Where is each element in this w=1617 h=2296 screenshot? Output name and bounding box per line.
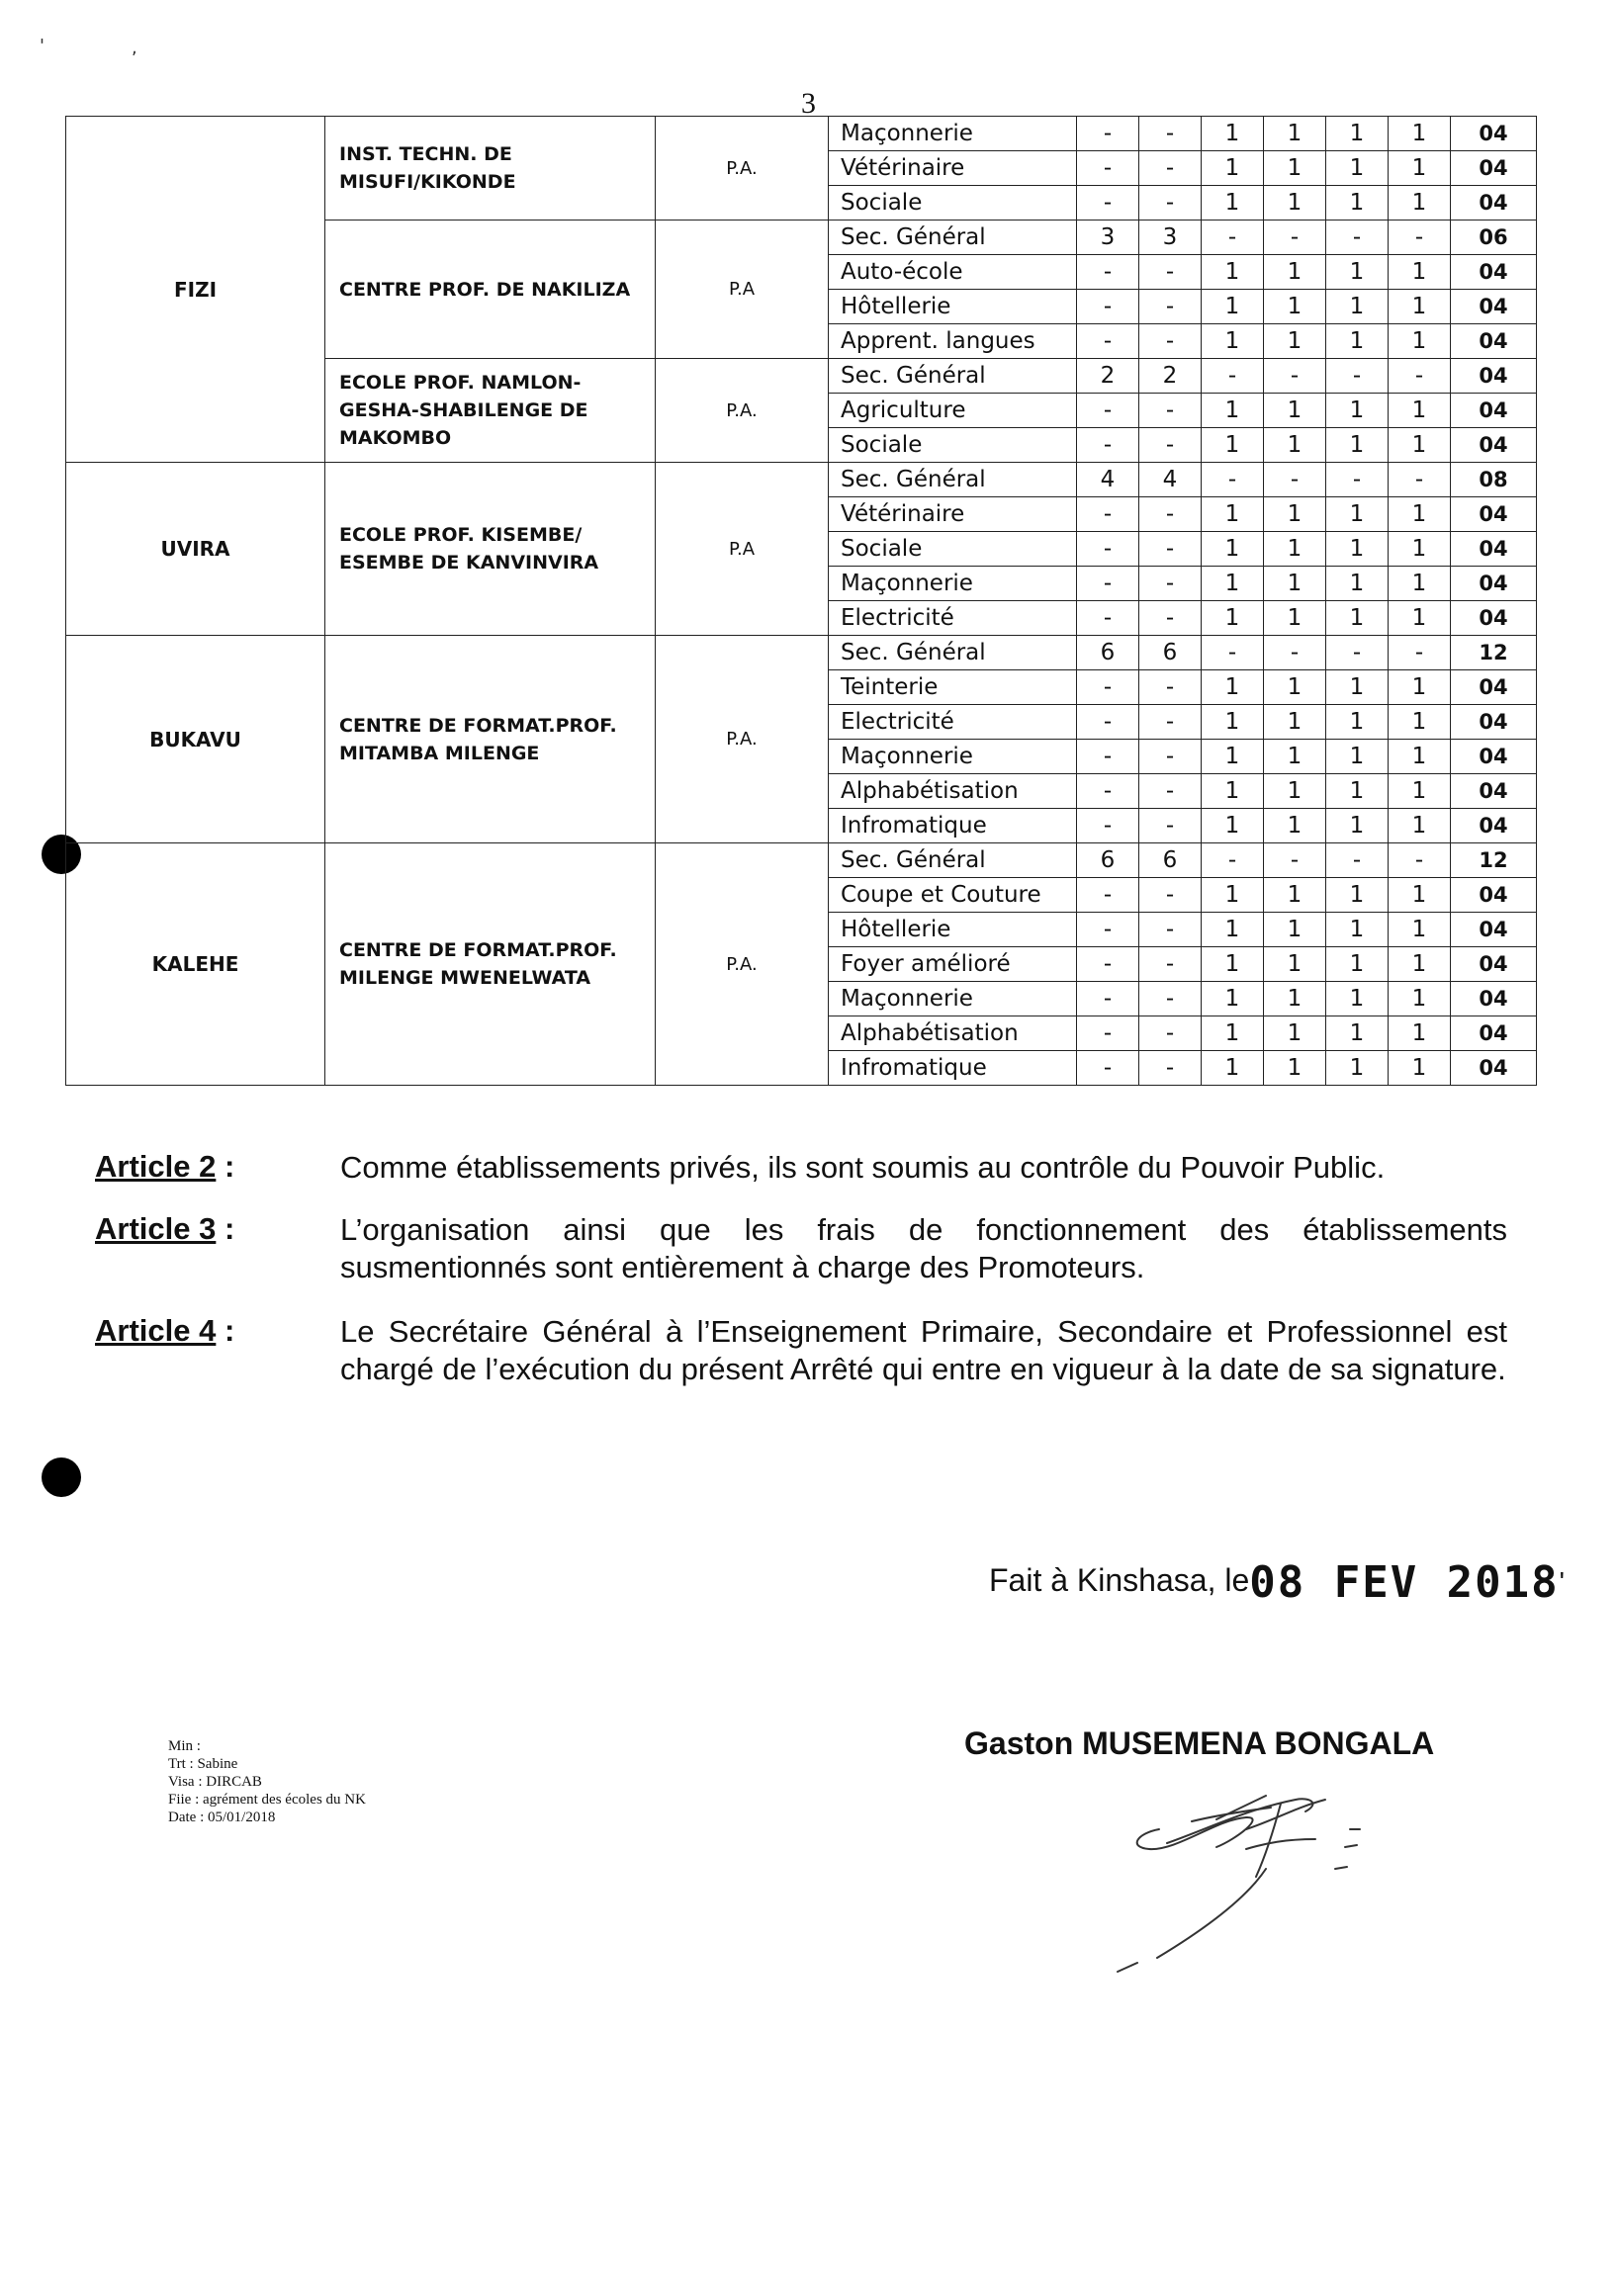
- option-cell: Infromatique: [829, 809, 1077, 843]
- class-count-cell: 1: [1264, 497, 1326, 532]
- class-count-cell: 1: [1202, 532, 1264, 567]
- ref-line: Date : 05/01/2018: [168, 1810, 276, 1825]
- class-count-cell: 1: [1326, 878, 1389, 913]
- class-count-cell: 1: [1264, 1016, 1326, 1051]
- class-count-cell: 1: [1389, 497, 1451, 532]
- option-cell: Hôtellerie: [829, 913, 1077, 947]
- class-count-cell: -: [1077, 497, 1139, 532]
- class-count-cell: 1: [1326, 774, 1389, 809]
- district-cell: KALEHE: [66, 843, 325, 1086]
- option-cell: Electricité: [829, 601, 1077, 636]
- class-count-cell: -: [1264, 843, 1326, 878]
- class-count-cell: 1: [1264, 740, 1326, 774]
- class-count-cell: 6: [1139, 843, 1202, 878]
- option-cell: Infromatique: [829, 1051, 1077, 1086]
- option-cell: Sociale: [829, 428, 1077, 463]
- regime-cell: P.A: [656, 221, 829, 359]
- class-count-cell: 1: [1389, 1051, 1451, 1086]
- option-cell: Sec. Général: [829, 359, 1077, 394]
- class-count-cell: 1: [1202, 947, 1264, 982]
- class-count-cell: -: [1139, 428, 1202, 463]
- class-count-cell: 1: [1389, 428, 1451, 463]
- class-count-cell: -: [1139, 982, 1202, 1016]
- class-count-cell: 1: [1389, 705, 1451, 740]
- class-count-cell: 1: [1326, 913, 1389, 947]
- class-count-cell: -: [1264, 221, 1326, 255]
- option-cell: Apprent. langues: [829, 324, 1077, 359]
- article-label-text: Article 3: [95, 1211, 217, 1246]
- class-count-cell: 1: [1389, 913, 1451, 947]
- class-count-cell: 1: [1202, 255, 1264, 290]
- regime-cell: P.A.: [656, 359, 829, 463]
- article-colon: :: [224, 1211, 235, 1246]
- total-cell: 04: [1451, 394, 1537, 428]
- option-cell: Sec. Général: [829, 463, 1077, 497]
- article-text: L’organisation ainsi que les frais de fonctionnement des établissements susmentionnés sont entièrement à charge des Promoteurs.: [340, 1212, 1507, 1284]
- article-label: [95, 1313, 234, 1349]
- class-count-cell: -: [1077, 982, 1139, 1016]
- class-count-cell: 1: [1389, 740, 1451, 774]
- class-count-cell: -: [1389, 636, 1451, 670]
- option-cell: Sec. Général: [829, 843, 1077, 878]
- schools-table-body: [66, 117, 1537, 1086]
- class-count-cell: 1: [1389, 601, 1451, 636]
- punch-hole-mark: [42, 1457, 81, 1497]
- class-count-cell: -: [1139, 497, 1202, 532]
- class-count-cell: 1: [1264, 1051, 1326, 1086]
- total-cell: 04: [1451, 428, 1537, 463]
- reference-block: [168, 1737, 366, 1826]
- class-count-cell: 1: [1202, 913, 1264, 947]
- total-cell: 04: [1451, 740, 1537, 774]
- option-cell: Electricité: [829, 705, 1077, 740]
- class-count-cell: 1: [1326, 601, 1389, 636]
- class-count-cell: 1: [1202, 774, 1264, 809]
- scan-mark: ': [40, 36, 45, 56]
- option-cell: Teinterie: [829, 670, 1077, 705]
- district-cell: FIZI: [66, 117, 325, 463]
- class-count-cell: 6: [1139, 636, 1202, 670]
- class-count-cell: -: [1139, 947, 1202, 982]
- class-count-cell: 1: [1326, 567, 1389, 601]
- class-count-cell: -: [1264, 463, 1326, 497]
- regime-cell: P.A.: [656, 843, 829, 1086]
- article-text: Le Secrétaire Général à l’Enseignement Primaire, Secondaire et Professionnel est chargé de l’exécution du présent Arrêté qui entre en vigueur à la date de sa signature.: [340, 1314, 1507, 1386]
- class-count-cell: 1: [1202, 601, 1264, 636]
- article-colon: :: [224, 1149, 235, 1184]
- total-cell: 04: [1451, 670, 1537, 705]
- class-count-cell: -: [1139, 290, 1202, 324]
- class-count-cell: -: [1077, 428, 1139, 463]
- class-count-cell: -: [1077, 878, 1139, 913]
- class-count-cell: 1: [1326, 1051, 1389, 1086]
- total-cell: 04: [1451, 151, 1537, 186]
- class-count-cell: 1: [1202, 670, 1264, 705]
- class-count-cell: 1: [1264, 117, 1326, 151]
- article-label-text: Article 4: [95, 1313, 217, 1348]
- class-count-cell: -: [1077, 186, 1139, 221]
- ref-line: Trt : Sabine: [168, 1756, 238, 1772]
- class-count-cell: 1: [1202, 324, 1264, 359]
- class-count-cell: 1: [1202, 428, 1264, 463]
- class-count-cell: 1: [1326, 532, 1389, 567]
- total-cell: 04: [1451, 186, 1537, 221]
- class-count-cell: -: [1139, 705, 1202, 740]
- school-name-cell: ECOLE PROF. NAMLON-GESHA-SHABILENGE DE MAKOMBO: [325, 359, 656, 463]
- class-count-cell: -: [1139, 878, 1202, 913]
- class-count-cell: -: [1077, 947, 1139, 982]
- class-count-cell: -: [1139, 117, 1202, 151]
- class-count-cell: -: [1389, 359, 1451, 394]
- class-count-cell: 1: [1326, 982, 1389, 1016]
- table-row: [66, 463, 1537, 497]
- class-count-cell: 1: [1326, 394, 1389, 428]
- class-count-cell: -: [1077, 394, 1139, 428]
- regime-cell: P.A: [656, 463, 829, 636]
- class-count-cell: 1: [1389, 394, 1451, 428]
- class-count-cell: 1: [1264, 982, 1326, 1016]
- class-count-cell: -: [1389, 843, 1451, 878]
- article-label: [95, 1211, 234, 1247]
- option-cell: Agriculture: [829, 394, 1077, 428]
- article-label-text: Article 2: [95, 1149, 217, 1184]
- table-row: [66, 636, 1537, 670]
- place-label: Fait à Kinshasa, le: [989, 1562, 1250, 1598]
- class-count-cell: -: [1326, 463, 1389, 497]
- class-count-cell: -: [1139, 186, 1202, 221]
- article-colon: :: [224, 1313, 235, 1348]
- option-cell: Maçonnerie: [829, 982, 1077, 1016]
- option-cell: Hôtellerie: [829, 290, 1077, 324]
- class-count-cell: 1: [1389, 324, 1451, 359]
- class-count-cell: 1: [1202, 705, 1264, 740]
- total-cell: 04: [1451, 290, 1537, 324]
- school-name-cell: CENTRE DE FORMAT.PROF. MILENGE MWENELWATA: [325, 843, 656, 1086]
- class-count-cell: 1: [1264, 947, 1326, 982]
- total-cell: 04: [1451, 1016, 1537, 1051]
- class-count-cell: -: [1139, 1051, 1202, 1086]
- class-count-cell: 1: [1202, 878, 1264, 913]
- class-count-cell: 1: [1326, 947, 1389, 982]
- class-count-cell: -: [1264, 636, 1326, 670]
- class-count-cell: -: [1326, 843, 1389, 878]
- option-cell: Vétérinaire: [829, 497, 1077, 532]
- class-count-cell: -: [1139, 151, 1202, 186]
- date-stamp: 08 FEV 2018: [1249, 1557, 1560, 1608]
- total-cell: 08: [1451, 463, 1537, 497]
- class-count-cell: 1: [1202, 567, 1264, 601]
- class-count-cell: -: [1139, 567, 1202, 601]
- class-count-cell: 1: [1326, 740, 1389, 774]
- class-count-cell: 1: [1264, 670, 1326, 705]
- option-cell: Coupe et Couture: [829, 878, 1077, 913]
- class-count-cell: 1: [1326, 428, 1389, 463]
- class-count-cell: 1: [1264, 705, 1326, 740]
- class-count-cell: -: [1202, 636, 1264, 670]
- class-count-cell: 1: [1202, 186, 1264, 221]
- class-count-cell: 1: [1264, 913, 1326, 947]
- total-cell: 04: [1451, 1051, 1537, 1086]
- total-cell: 04: [1451, 117, 1537, 151]
- class-count-cell: 1: [1326, 255, 1389, 290]
- class-count-cell: 1: [1202, 982, 1264, 1016]
- class-count-cell: -: [1202, 463, 1264, 497]
- class-count-cell: -: [1389, 463, 1451, 497]
- class-count-cell: 1: [1326, 117, 1389, 151]
- class-count-cell: 1: [1326, 809, 1389, 843]
- class-count-cell: -: [1139, 670, 1202, 705]
- total-cell: 04: [1451, 982, 1537, 1016]
- class-count-cell: 1: [1326, 1016, 1389, 1051]
- total-cell: 04: [1451, 705, 1537, 740]
- total-cell: 04: [1451, 567, 1537, 601]
- class-count-cell: 1: [1389, 117, 1451, 151]
- option-cell: Sociale: [829, 186, 1077, 221]
- total-cell: 12: [1451, 636, 1537, 670]
- school-name-cell: CENTRE DE FORMAT.PROF. MITAMBA MILENGE: [325, 636, 656, 843]
- class-count-cell: -: [1077, 290, 1139, 324]
- place-and-date: Fait à Kinshasa, le08 FEV 2018': [989, 1557, 1566, 1608]
- class-count-cell: 1: [1264, 151, 1326, 186]
- class-count-cell: 1: [1264, 290, 1326, 324]
- class-count-cell: 1: [1264, 255, 1326, 290]
- class-count-cell: -: [1139, 255, 1202, 290]
- class-count-cell: 1: [1202, 117, 1264, 151]
- signatory-name: Gaston MUSEMENA BONGALA: [964, 1725, 1435, 1761]
- class-count-cell: 1: [1202, 290, 1264, 324]
- table-row: [66, 117, 1537, 151]
- option-cell: Maçonnerie: [829, 117, 1077, 151]
- class-count-cell: 1: [1389, 878, 1451, 913]
- class-count-cell: 1: [1326, 497, 1389, 532]
- class-count-cell: 6: [1077, 843, 1139, 878]
- class-count-cell: -: [1139, 324, 1202, 359]
- class-count-cell: 6: [1077, 636, 1139, 670]
- class-count-cell: 1: [1202, 497, 1264, 532]
- class-count-cell: -: [1077, 1016, 1139, 1051]
- class-count-cell: -: [1139, 601, 1202, 636]
- class-count-cell: -: [1139, 394, 1202, 428]
- class-count-cell: 1: [1264, 324, 1326, 359]
- class-count-cell: 1: [1202, 809, 1264, 843]
- option-cell: Sec. Général: [829, 636, 1077, 670]
- schools-table: [65, 116, 1537, 1086]
- option-cell: Auto-école: [829, 255, 1077, 290]
- class-count-cell: 1: [1202, 1016, 1264, 1051]
- total-cell: 04: [1451, 774, 1537, 809]
- class-count-cell: 1: [1202, 1051, 1264, 1086]
- class-count-cell: 1: [1389, 532, 1451, 567]
- total-cell: 04: [1451, 532, 1537, 567]
- class-count-cell: -: [1077, 913, 1139, 947]
- class-count-cell: 1: [1264, 774, 1326, 809]
- class-count-cell: 1: [1264, 532, 1326, 567]
- class-count-cell: 2: [1077, 359, 1139, 394]
- class-count-cell: 1: [1326, 670, 1389, 705]
- class-count-cell: -: [1139, 532, 1202, 567]
- total-cell: 06: [1451, 221, 1537, 255]
- scan-mark: ,: [132, 38, 137, 58]
- class-count-cell: 1: [1326, 151, 1389, 186]
- class-count-cell: -: [1077, 809, 1139, 843]
- class-count-cell: -: [1202, 221, 1264, 255]
- class-count-cell: -: [1077, 740, 1139, 774]
- table-row: [66, 843, 1537, 878]
- class-count-cell: 4: [1139, 463, 1202, 497]
- class-count-cell: -: [1077, 1051, 1139, 1086]
- option-cell: Foyer amélioré: [829, 947, 1077, 982]
- class-count-cell: 4: [1077, 463, 1139, 497]
- option-cell: Maçonnerie: [829, 567, 1077, 601]
- class-count-cell: -: [1139, 774, 1202, 809]
- district-cell: BUKAVU: [66, 636, 325, 843]
- class-count-cell: -: [1202, 843, 1264, 878]
- class-count-cell: -: [1077, 255, 1139, 290]
- class-count-cell: -: [1077, 670, 1139, 705]
- class-count-cell: 1: [1202, 151, 1264, 186]
- class-count-cell: -: [1139, 809, 1202, 843]
- class-count-cell: -: [1077, 324, 1139, 359]
- class-count-cell: 1: [1264, 186, 1326, 221]
- class-count-cell: -: [1326, 636, 1389, 670]
- class-count-cell: 1: [1389, 151, 1451, 186]
- class-count-cell: 1: [1389, 255, 1451, 290]
- article-text: Comme établissements privés, ils sont soumis au contrôle du Pouvoir Public.: [340, 1150, 1386, 1185]
- option-cell: Maçonnerie: [829, 740, 1077, 774]
- article-label: [95, 1149, 234, 1185]
- class-count-cell: -: [1139, 1016, 1202, 1051]
- option-cell: Alphabétisation: [829, 1016, 1077, 1051]
- class-count-cell: 1: [1264, 809, 1326, 843]
- class-count-cell: -: [1202, 359, 1264, 394]
- class-count-cell: 3: [1139, 221, 1202, 255]
- class-count-cell: -: [1139, 913, 1202, 947]
- total-cell: 04: [1451, 878, 1537, 913]
- option-cell: Vétérinaire: [829, 151, 1077, 186]
- class-count-cell: 1: [1389, 809, 1451, 843]
- total-cell: 12: [1451, 843, 1537, 878]
- class-count-cell: 1: [1326, 186, 1389, 221]
- class-count-cell: 1: [1202, 394, 1264, 428]
- class-count-cell: 1: [1389, 1016, 1451, 1051]
- class-count-cell: -: [1326, 359, 1389, 394]
- total-cell: 04: [1451, 809, 1537, 843]
- class-count-cell: -: [1077, 601, 1139, 636]
- class-count-cell: 1: [1264, 428, 1326, 463]
- ref-line: Fiie : agrément des écoles du NK: [168, 1792, 366, 1808]
- option-cell: Alphabétisation: [829, 774, 1077, 809]
- class-count-cell: -: [1389, 221, 1451, 255]
- class-count-cell: 1: [1326, 705, 1389, 740]
- class-count-cell: -: [1077, 774, 1139, 809]
- class-count-cell: 1: [1389, 186, 1451, 221]
- ref-line: Min :: [168, 1738, 201, 1754]
- class-count-cell: -: [1139, 740, 1202, 774]
- page-number: 3: [801, 87, 816, 120]
- option-cell: Sec. Général: [829, 221, 1077, 255]
- class-count-cell: 1: [1389, 982, 1451, 1016]
- handwritten-signature: [1098, 1760, 1424, 1978]
- class-count-cell: 1: [1202, 740, 1264, 774]
- class-count-cell: -: [1077, 151, 1139, 186]
- class-count-cell: 1: [1326, 324, 1389, 359]
- class-count-cell: 1: [1264, 394, 1326, 428]
- total-cell: 04: [1451, 947, 1537, 982]
- class-count-cell: -: [1326, 221, 1389, 255]
- total-cell: 04: [1451, 601, 1537, 636]
- class-count-cell: 1: [1389, 774, 1451, 809]
- class-count-cell: 1: [1389, 567, 1451, 601]
- class-count-cell: 1: [1389, 670, 1451, 705]
- school-name-cell: CENTRE PROF. DE NAKILIZA: [325, 221, 656, 359]
- class-count-cell: 1: [1264, 601, 1326, 636]
- class-count-cell: 1: [1264, 567, 1326, 601]
- class-count-cell: 1: [1264, 878, 1326, 913]
- class-count-cell: 1: [1326, 290, 1389, 324]
- class-count-cell: 2: [1139, 359, 1202, 394]
- class-count-cell: -: [1077, 567, 1139, 601]
- option-cell: Sociale: [829, 532, 1077, 567]
- school-name-cell: INST. TECHN. DE MISUFI/KIKONDE: [325, 117, 656, 221]
- total-cell: 04: [1451, 255, 1537, 290]
- class-count-cell: -: [1264, 359, 1326, 394]
- total-cell: 04: [1451, 359, 1537, 394]
- regime-cell: P.A.: [656, 117, 829, 221]
- class-count-cell: -: [1077, 532, 1139, 567]
- ref-line: Visa : DIRCAB: [168, 1774, 262, 1790]
- class-count-cell: 3: [1077, 221, 1139, 255]
- district-cell: UVIRA: [66, 463, 325, 636]
- total-cell: 04: [1451, 324, 1537, 359]
- class-count-cell: -: [1077, 117, 1139, 151]
- total-cell: 04: [1451, 497, 1537, 532]
- class-count-cell: 1: [1389, 947, 1451, 982]
- class-count-cell: 1: [1389, 290, 1451, 324]
- regime-cell: P.A.: [656, 636, 829, 843]
- school-name-cell: ECOLE PROF. KISEMBE/ ESEMBE DE KANVINVIRA: [325, 463, 656, 636]
- class-count-cell: -: [1077, 705, 1139, 740]
- total-cell: 04: [1451, 913, 1537, 947]
